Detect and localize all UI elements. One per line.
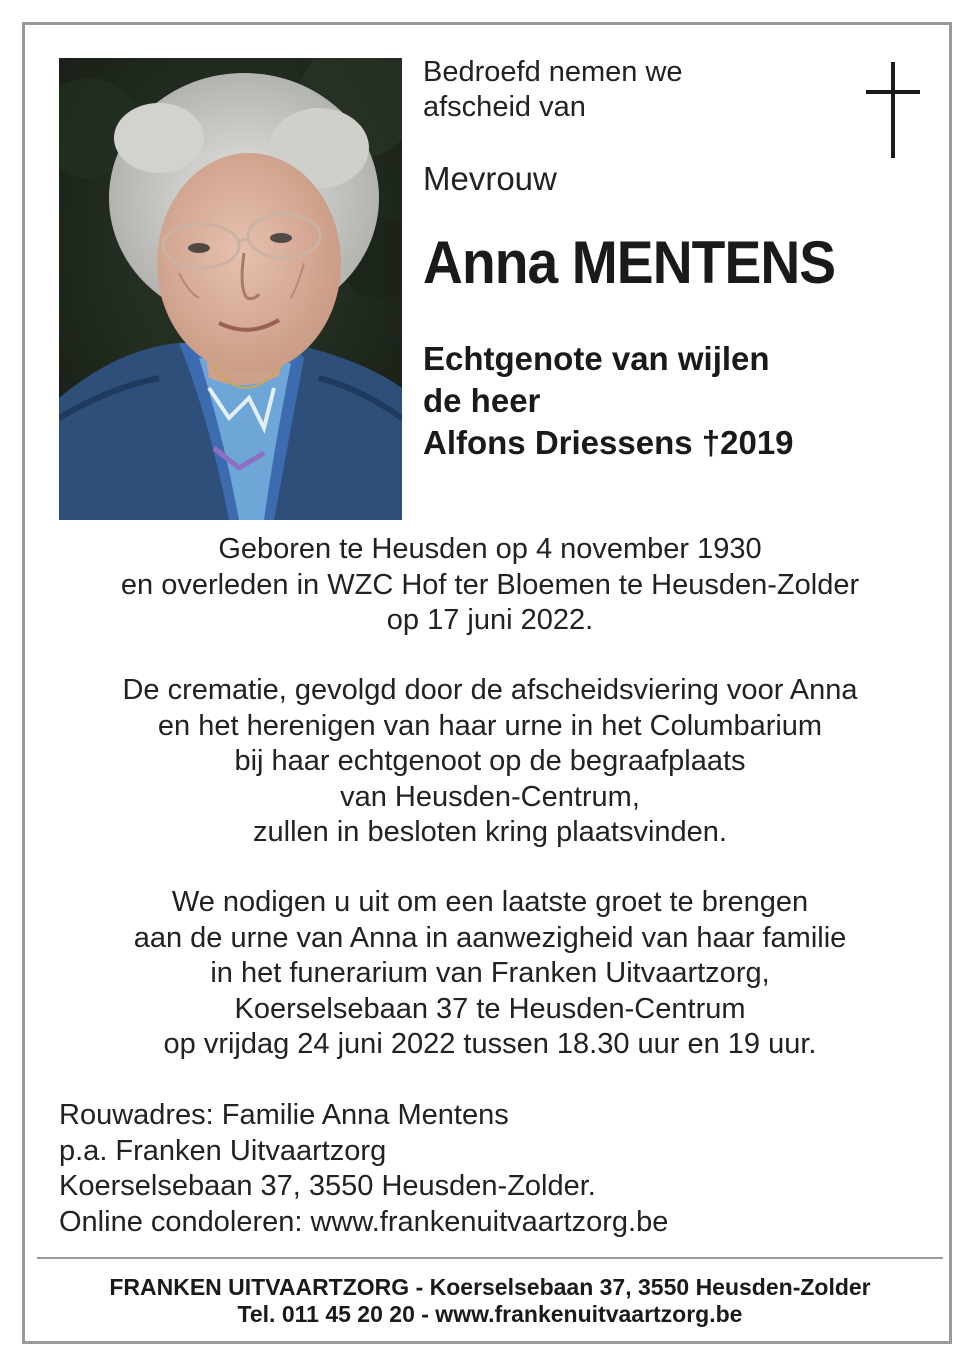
deceased-name: Anna MENTENS — [423, 229, 836, 296]
paragraph-line: zullen in besloten kring plaatsvinden. — [253, 816, 727, 848]
paragraph-line: in het funerarium van Franken Uitvaartzorg, — [210, 957, 770, 989]
spouse-line: de heer — [423, 382, 541, 419]
intro-line: afscheid van — [423, 91, 586, 123]
paragraph-line: Koerselsebaan 37 te Heusden-Centrum — [234, 992, 746, 1025]
funeral-home-footer — [40, 1274, 940, 1328]
paragraph-line: op 17 juni 2022. — [386, 604, 594, 636]
condolence-link[interactable]: Online condoleren: www.frankenuitvaartzorg.be — [59, 1205, 669, 1238]
intro-text — [423, 55, 683, 125]
paragraph-line: We nodigen u uit om een laatste groet te brengen — [171, 886, 809, 918]
mourning-address — [59, 1098, 668, 1240]
footer-line: FRANKEN UITVAARTZORG - Koerselsebaan 37, 3550 Heusden-Zolder — [109, 1274, 871, 1300]
spouse-line: Echtgenote van wijlen — [423, 340, 770, 377]
paragraph-line: van Heusden-Centrum, — [340, 780, 640, 813]
paragraph-line: en overleden in WZC Hof ter Bloemen te Heusden-Zolder — [120, 568, 860, 601]
address-line: Koerselsebaan 37, 3550 Heusden-Zolder. — [59, 1170, 596, 1202]
invitation-paragraph — [40, 885, 940, 1063]
birth-death-paragraph — [40, 532, 940, 639]
footer-divider — [37, 1257, 943, 1259]
portrait-photo — [59, 58, 402, 520]
spouse-info — [423, 338, 794, 464]
honorific: Mevrouw — [423, 160, 557, 197]
address-line: p.a. Franken Uitvaartzorg — [59, 1134, 387, 1167]
portrait-illustration — [59, 58, 402, 520]
paragraph-line: en het herenigen van haar urne in het Columbarium — [157, 709, 823, 742]
paragraph-line: aan de urne van Anna in aanwezigheid van haar familie — [133, 921, 847, 954]
paragraph-line: op vrijdag 24 juni 2022 tussen 18.30 uur en 19 uur. — [163, 1028, 817, 1060]
footer-line: Tel. 011 45 20 20 - www.frankenuitvaartzorg.be — [237, 1301, 743, 1327]
paragraph-line: De crematie, gevolgd door de afscheidsviering voor Anna — [122, 674, 858, 706]
intro-line: Bedroefd nemen we — [423, 56, 683, 88]
paragraph-line: bij haar echtgenoot op de begraafplaats — [234, 745, 746, 777]
address-line: Rouwadres: Familie Anna Mentens — [59, 1099, 509, 1131]
paragraph-line: Geboren te Heusden op 4 november 1930 — [218, 533, 762, 565]
spouse-line: Alfons Driessens †2019 — [423, 424, 794, 461]
ceremony-paragraph — [40, 673, 940, 851]
latin-cross-icon — [864, 62, 922, 165]
